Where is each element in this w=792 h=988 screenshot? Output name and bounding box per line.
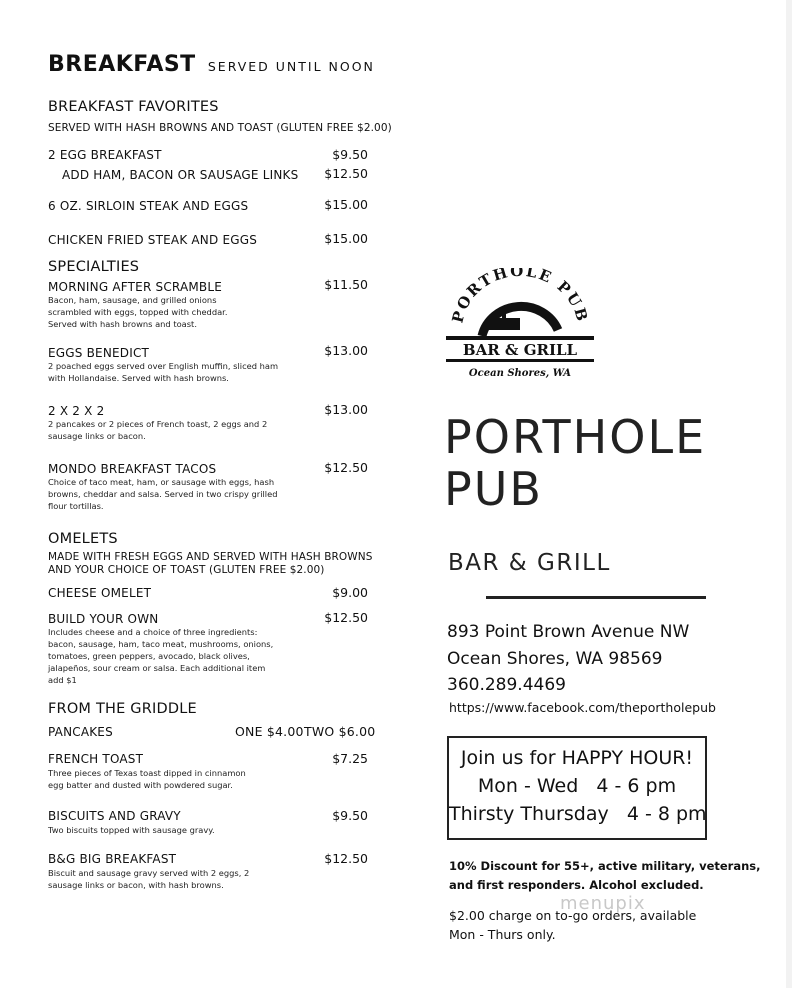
menu-item-price: $9.00 <box>332 585 368 600</box>
menu-item-price: $7.25 <box>332 751 368 766</box>
menu-item-desc: Bacon, ham, sausage, and grilled onions scrambled with eggs, topped with cheddar. Served with hash browns and toast. <box>48 295 228 329</box>
menu-item-name: EGGS BENEDICT <box>48 346 150 360</box>
discount-note: 10% Discount for 55+, active military, veterans, and first responders. Alcohol excluded. <box>449 859 761 892</box>
menu-item-name: MORNING AFTER SCRAMBLE <box>48 280 223 294</box>
menu-item-name: PANCAKES <box>48 725 113 739</box>
menu-item-price: $12.50 <box>324 610 368 625</box>
page-edge-shadow <box>786 0 792 988</box>
menu-item-price: $12.50 <box>324 460 368 475</box>
menu-item-price: $12.50 <box>324 166 368 181</box>
favorites-note: SERVED WITH HASH BROWNS AND TOAST (GLUTEN FREE $2.00) <box>48 122 392 134</box>
pub-name-line-2: PUB <box>444 462 543 516</box>
menu-item-name: 2 X 2 X 2 <box>48 404 105 418</box>
menu-item-name: FRENCH TOAST <box>48 752 144 766</box>
happy-hour-line-3: Thirsty Thursday 4 - 8 pm <box>449 803 707 825</box>
facebook-url: https://www.facebook.com/theportholepub <box>449 700 716 715</box>
menu-item-name: CHICKEN FRIED STEAK AND EGGS <box>48 233 258 247</box>
menu-item-price: $15.00 <box>324 197 368 212</box>
menu-item-price: $12.50 <box>324 851 368 866</box>
omelets-note-1: MADE WITH FRESH EGGS AND SERVED WITH HASH BROWNS <box>48 551 373 563</box>
happy-hour-line-1: Join us for HAPPY HOUR! <box>460 747 694 769</box>
address-line-1: 893 Point Brown Avenue NW <box>447 622 690 642</box>
omelets-note-2: AND YOUR CHOICE OF TOAST (GLUTEN FREE $2.00) <box>48 564 325 576</box>
menu-item-desc: Biscuit and sausage gravy served with 2 eggs, 2 sausage links or bacon, with hash browns. <box>48 868 250 890</box>
phone-number: 360.289.4469 <box>447 675 566 695</box>
logo-band-bottom <box>446 359 594 362</box>
menu-item-price: $9.50 <box>332 808 368 823</box>
to-go-note: $2.00 charge on to-go orders, available Mon - Thurs only. <box>449 908 697 942</box>
menu-item-name: BUILD YOUR OWN <box>48 612 159 626</box>
menu-item-price: $9.50 <box>332 147 368 162</box>
logo-place-text: Ocean Shores, WA <box>468 368 572 379</box>
menu-item-price: $13.00 <box>324 343 368 358</box>
logo-band-top <box>446 336 594 340</box>
logo-arc-text: PORTHOLE PUB <box>448 268 592 325</box>
menu-item-price-one: ONE $4.00 <box>235 724 304 739</box>
menu-item-name: MONDO BREAKFAST TACOS <box>48 462 217 476</box>
menu-title-text: BREAKFAST <box>48 52 196 77</box>
griddle-heading: FROM THE GRIDDLE <box>48 701 197 717</box>
menu-item-desc: Two biscuits topped with sausage gravy. <box>48 825 215 835</box>
porthole-pub-logo <box>442 268 598 384</box>
menu-item-price: $15.00 <box>324 231 368 246</box>
menu-title <box>48 52 375 77</box>
menu-item-name: B&G BIG BREAKFAST <box>48 852 177 866</box>
porthole-logo-svg <box>442 268 598 384</box>
menu-item-desc: Includes cheese and a choice of three ingredients: bacon, sausage, ham, taco meat, mushrooms, onions, tomatoes, green peppers, avocado, black olives, jalapeños, sour cream or salsa. Each additional item add $1 <box>48 627 274 685</box>
address-line-2: Ocean Shores, WA 98569 <box>447 649 663 669</box>
specialties-heading: SPECIALTIES <box>48 259 140 275</box>
happy-hour-box <box>447 736 707 840</box>
menu-item-desc: Three pieces of Texas toast dipped in cinnamon egg batter and dusted with powdered sugar. <box>48 768 246 790</box>
watermark: menupix <box>560 893 646 914</box>
menu-item-desc: 2 pancakes or 2 pieces of French toast, 2 eggs and 2 sausage links or bacon. <box>48 419 268 441</box>
menu-item-name: 6 OZ. SIRLOIN STEAK AND EGGS <box>48 199 249 213</box>
favorites-heading: BREAKFAST FAVORITES <box>48 99 219 115</box>
divider-rule <box>486 596 706 599</box>
pub-tagline: BAR & GRILL <box>448 550 611 576</box>
ship-funnel-icon <box>502 312 506 318</box>
pub-name-line-1: PORTHOLE <box>444 410 707 464</box>
menu-item-desc: Choice of taco meat, ham, or sausage with eggs, hash browns, cheddar and salsa. Served in two crispy grilled flour tortillas. <box>48 477 278 511</box>
menu-item-price: $11.50 <box>324 277 368 292</box>
ship-funnel-icon <box>494 312 498 318</box>
logo-band-text: BAR & GRILL <box>462 341 578 359</box>
happy-hour-line-2: Mon - Wed 4 - 6 pm <box>477 775 677 797</box>
menu-item-name: BISCUITS AND GRAVY <box>48 809 181 823</box>
menu-item-price: $13.00 <box>324 402 368 417</box>
menu-item-desc: 2 poached eggs served over English muffin, sliced ham with Hollandaise. Served with hash browns. <box>48 361 279 383</box>
menu-item-name: ADD HAM, BACON OR SAUSAGE LINKS <box>62 168 299 182</box>
menu-item-name: CHEESE OMELET <box>48 586 152 600</box>
menu-item-name: 2 EGG BREAKFAST <box>48 148 162 162</box>
menu-item-price-two: TWO $6.00 <box>304 724 376 739</box>
omelets-heading: OMELETS <box>48 531 118 547</box>
ship-hull-icon <box>486 318 520 330</box>
menu-subtitle: SERVED UNTIL NOON <box>207 59 375 74</box>
